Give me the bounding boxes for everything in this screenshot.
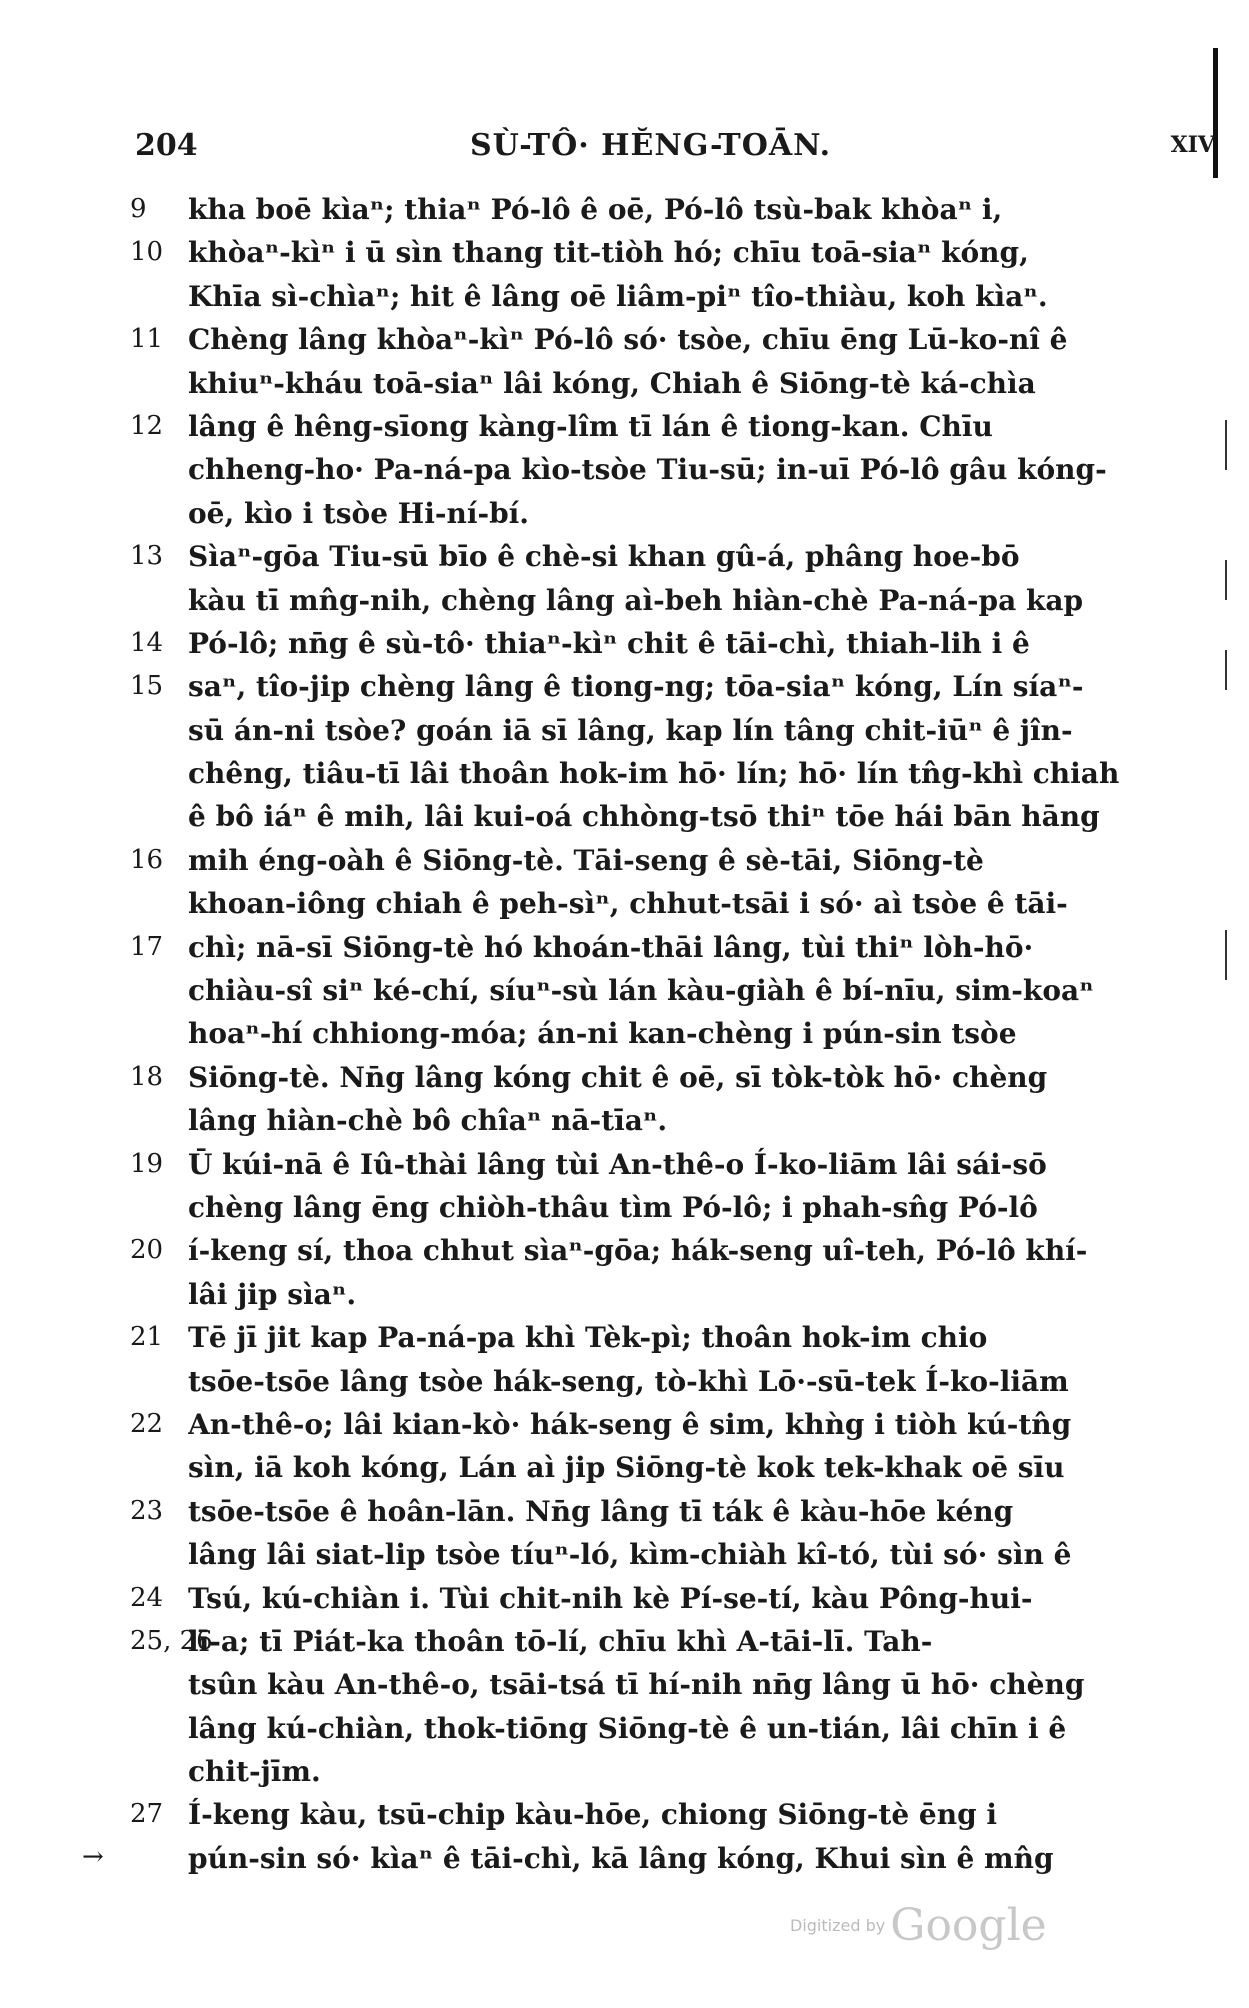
verse-number: 19 xyxy=(130,1148,164,1179)
line-text: Sìaⁿ-gōa Tiu-sū bīo ê chè-si khan gû-á, phâng hoe-bō xyxy=(188,540,1020,574)
text-line xyxy=(130,1663,1190,1706)
verse-number: 14 xyxy=(130,627,164,658)
line-text: sìn, iā koh kóng, Lán aì jip Siōng-tè kok tek-khak oē sīu xyxy=(188,1451,1065,1485)
line-text: lâng ê hêng-sīong kàng-lîm tī lán ê tiong-kan. Chīu xyxy=(188,409,993,443)
margin-arrow-icon: → xyxy=(82,1842,104,1872)
text-body xyxy=(130,188,1190,1880)
line-text: khiuⁿ-kháu toā-siaⁿ lâi kóng, Chiah ê Siōng-tè ká-chìa xyxy=(188,366,1036,400)
text-line xyxy=(130,1750,1190,1793)
text-line xyxy=(130,1837,1190,1880)
verse-number: 15 xyxy=(130,671,164,702)
text-line xyxy=(130,1793,1190,1836)
line-text: chêng, tiâu-tī lâi thoân hok-im hō· lín; hō· lín tn̂g-khì chiah xyxy=(188,757,1120,791)
text-line xyxy=(130,405,1190,448)
digitized-watermark xyxy=(790,1900,1047,1951)
google-logo: Google xyxy=(890,1900,1047,1951)
line-text: lâi jip sìaⁿ. xyxy=(188,1277,357,1311)
text-line xyxy=(130,231,1190,274)
text-line xyxy=(130,1316,1190,1359)
text-line xyxy=(130,448,1190,491)
text-line xyxy=(130,1446,1190,1489)
line-text: chì; nā-sī Siōng-tè hó khoán-thāi lâng, tùi thiⁿ lòh-hō· xyxy=(188,930,1034,964)
line-text: chiàu-sî siⁿ ké-chí, síuⁿ-sù lán kàu-giàh ê bí-nīu, sim-koaⁿ xyxy=(188,974,1094,1008)
running-header xyxy=(135,128,1215,168)
text-line xyxy=(130,969,1190,1012)
text-line xyxy=(130,362,1190,405)
digitized-label: Digitized by xyxy=(790,1916,886,1935)
text-line xyxy=(130,318,1190,361)
verse-number: 18 xyxy=(130,1061,164,1092)
verse-number: 22 xyxy=(130,1408,164,1439)
text-line xyxy=(130,1012,1190,1055)
verse-number: 13 xyxy=(130,541,164,572)
line-text: sū án-ni tsòe? goán iā sī lâng, kap lín tâng chit-iūⁿ ê jîn- xyxy=(188,713,1073,747)
text-line xyxy=(130,665,1190,708)
line-text: lâng kú-chiàn, thok-tiōng Siōng-tè ê un-tián, lâi chīn i ê xyxy=(188,1711,1067,1745)
text-line xyxy=(130,275,1190,318)
line-text: Ū kúi-nā ê Iû-thài lâng tùi An-thê-o Í-ko-liām lâi sái-sō xyxy=(188,1147,1047,1181)
text-line xyxy=(130,535,1190,578)
page-edge-mark xyxy=(1225,420,1227,470)
text-line xyxy=(130,1490,1190,1533)
text-line xyxy=(130,1143,1190,1186)
line-text: hoaⁿ-hí chhiong-móa; án-ni kan-chèng i pún-sin tsòe xyxy=(188,1017,1017,1051)
line-text: ê bô iáⁿ ê mih, lâi kui-oá chhòng-tsō thiⁿ tōe hái bān hāng xyxy=(188,800,1100,834)
line-text: í-keng sí, thoa chhut sìaⁿ-gōa; hák-seng uî-teh, Pó-lô khí- xyxy=(188,1234,1088,1268)
text-line xyxy=(130,795,1190,838)
verse-number: 25, 26 xyxy=(130,1625,213,1656)
verse-number: 27 xyxy=(130,1799,164,1830)
verse-number: 16 xyxy=(130,844,164,875)
text-line xyxy=(130,709,1190,752)
line-text: lâng lâi siat-lip tsòe tíuⁿ-ló, kìm-chiàh kî-tó, tùi só· sìn ê xyxy=(188,1538,1072,1572)
line-text: tsûn kàu An-thê-o, tsāi-tsá tī hí-nih nn̄g lâng ū hō· chèng xyxy=(188,1668,1085,1702)
verse-number: 20 xyxy=(130,1235,164,1266)
line-text: chèng lâng ēng chiòh-thâu tìm Pó-lô; i phah-sn̂g Pó-lô xyxy=(188,1190,1038,1224)
text-line xyxy=(130,1186,1190,1229)
text-line xyxy=(130,1577,1190,1620)
line-text: An-thê-o; lâi kian-kò· hák-seng ê sim, khǹg i tiòh kú-tn̂g xyxy=(188,1407,1072,1441)
text-line xyxy=(130,1707,1190,1750)
line-text: mih éng-oàh ê Siōng-tè. Tāi-seng ê sè-tāi, Siōng-tè xyxy=(188,843,984,877)
line-text: khoan-iông chiah ê peh-sìⁿ, chhut-tsāi i só· aì tsòe ê tāi- xyxy=(188,887,1068,921)
verse-number: 9 xyxy=(130,194,147,224)
chapter-number: XIV xyxy=(1170,132,1215,158)
page-edge-mark xyxy=(1225,930,1227,980)
verse-number: 11 xyxy=(130,324,164,355)
text-line xyxy=(130,1360,1190,1403)
line-text: Í-keng kàu, tsū-chip kàu-hōe, chiong Siōng-tè ēng i xyxy=(188,1798,998,1832)
line-text: pún-sin só· kìaⁿ ê tāi-chì, kā lâng kóng, Khui sìn ê mn̂g xyxy=(188,1841,1054,1875)
page-number: 204 xyxy=(135,128,198,163)
text-line xyxy=(130,882,1190,925)
line-text: lâng hiàn-chè bô chîaⁿ nā-tīaⁿ. xyxy=(188,1104,668,1138)
text-line xyxy=(130,188,1190,231)
text-line xyxy=(130,622,1190,665)
line-text: khòaⁿ-kìⁿ i ū sìn thang tit-tiòh hó; chīu toā-siaⁿ kóng, xyxy=(188,236,1029,270)
line-text: chit-jīm. xyxy=(188,1755,321,1789)
text-line xyxy=(130,1403,1190,1446)
line-text: saⁿ, tîo-jip chèng lâng ê tiong-ng; tōa-siaⁿ kóng, Lín síaⁿ- xyxy=(188,670,1084,704)
line-text: Chèng lâng khòaⁿ-kìⁿ Pó-lô só· tsòe, chīu ēng Lū-ko-nî ê xyxy=(188,323,1068,357)
line-text: lī-a; tī Piát-ka thoân tō-lí, chīu khì A-tāi-lī. Tah- xyxy=(188,1624,933,1658)
verse-number: 21 xyxy=(130,1322,164,1353)
text-line xyxy=(130,926,1190,969)
line-text: Siōng-tè. Nn̄g lâng kóng chit ê oē, sī tòk-tòk hō· chèng xyxy=(188,1060,1048,1094)
page-edge-mark xyxy=(1225,560,1227,600)
text-line xyxy=(130,1229,1190,1272)
line-text: tsōe-tsōe lâng tsòe hák-seng, tò-khì Lō·-sū-tek Í-ko-liām xyxy=(188,1364,1069,1398)
running-title: SÙ-TÔ· HĔNG-TOĀN. xyxy=(470,128,832,163)
verse-number: 12 xyxy=(130,410,164,441)
text-line xyxy=(130,752,1190,795)
line-text: kha boē kìaⁿ; thiaⁿ Pó-lô ê oē, Pó-lô tsù-bak khòaⁿ i, xyxy=(188,193,1003,226)
text-line xyxy=(130,839,1190,882)
line-text: oē, kìo i tsòe Hi-ní-bí. xyxy=(188,496,530,530)
line-text: Tē jī jit kap Pa-ná-pa khì Tèk-pì; thoân hok-im chio xyxy=(188,1321,988,1355)
text-line xyxy=(130,1620,1190,1663)
text-line xyxy=(130,1273,1190,1316)
text-line xyxy=(130,579,1190,622)
page-edge-mark xyxy=(1225,650,1227,690)
verse-number: 17 xyxy=(130,931,164,962)
line-text: chheng-ho· Pa-ná-pa kìo-tsòe Tiu-sū; in-uī Pó-lô gâu kóng- xyxy=(188,453,1107,487)
verse-number: 24 xyxy=(130,1582,164,1613)
line-text: Pó-lô; nn̄g ê sù-tô· thiaⁿ-kìⁿ chit ê tāi-chì, thiah-lih i ê xyxy=(188,626,1030,660)
line-text: Tsú, kú-chiàn i. Tùi chit-nih kè Pí-se-tí, kàu Pông-hui- xyxy=(188,1581,1033,1615)
line-text: tsōe-tsōe ê hoân-lān. Nn̄g lâng tī ták ê kàu-hōe kéng xyxy=(188,1494,1014,1528)
text-line xyxy=(130,1533,1190,1576)
text-line xyxy=(130,1099,1190,1142)
verse-number: 10 xyxy=(130,237,164,268)
text-line xyxy=(130,1056,1190,1099)
verse-number: 23 xyxy=(130,1495,164,1526)
line-text: Khīa sì-chìaⁿ; hit ê lâng oē liâm-piⁿ tîo-thiàu, koh kìaⁿ. xyxy=(188,279,1048,313)
text-line xyxy=(130,492,1190,535)
line-text: kàu tī mn̂g-nih, chèng lâng aì-beh hiàn-chè Pa-ná-pa kap xyxy=(188,583,1084,617)
